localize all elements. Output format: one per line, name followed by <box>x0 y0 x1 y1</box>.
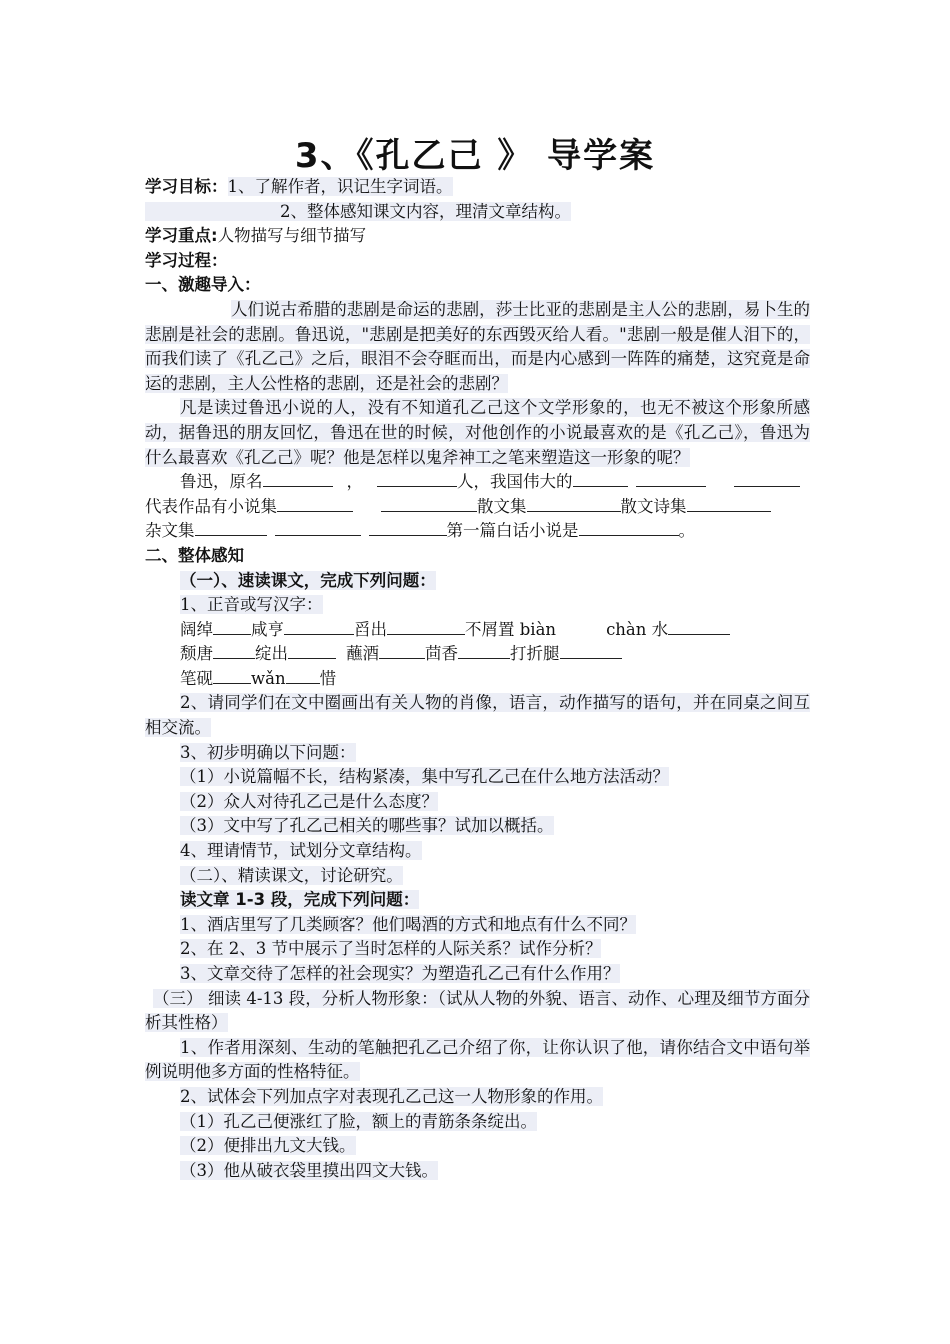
subsection-2-title: （二）、精读课文，讨论研究。 <box>180 865 403 885</box>
objective-2: 2、整体感知课文内容，理清文章结构。 <box>145 202 571 221</box>
blank-underline[interactable] <box>213 642 255 659</box>
fill-text: 散文集 <box>477 496 527 516</box>
blank-underline[interactable] <box>560 642 622 659</box>
word: 颓唐 <box>180 644 213 664</box>
subsection-2-bold-line <box>145 888 810 913</box>
blank-underline[interactable] <box>275 519 361 536</box>
process-label: 学习过程： <box>145 250 228 270</box>
objectives-label: 学习目标： <box>145 177 228 196</box>
subsection-1-title: （一）、速读课文，完成下列问题： <box>180 570 436 590</box>
words-row-1 <box>145 618 810 643</box>
word: 绽出 <box>255 644 288 664</box>
subsection-2-instruction: 读文章 1-3 段，完成下列问题： <box>180 890 420 910</box>
word: 咸亨 <box>251 619 284 639</box>
subsection-3-text: （三） 细读 4-13 段，分析人物形象：（试从人物的外貌、语言、动作、心理及细节方面分析其性格） <box>145 988 810 1033</box>
blank-underline[interactable] <box>284 618 354 635</box>
blank-underline[interactable] <box>213 667 251 684</box>
question-text: （1）孔乙己便涨红了脸，额上的青筋条条绽出。 <box>180 1111 537 1131</box>
objective-1: 1、了解作者，识记生字词语。 <box>227 177 453 196</box>
question-text: （3）文中写了孔乙己相关的哪些事？试加以概括。 <box>180 816 554 836</box>
study-question-2-2 <box>145 1134 810 1159</box>
question-text: （1）小说篇幅不长，结构紧凑，集中写孔乙己在什么地方法活动？ <box>180 767 669 787</box>
fill-text: 。 <box>678 521 695 541</box>
fill-text: 散文诗集 <box>620 496 687 516</box>
question-3 <box>145 741 810 766</box>
question-text: 4、理请情节，试划分文章结构。 <box>180 841 422 861</box>
read-question-3 <box>145 962 810 987</box>
blank-underline[interactable] <box>377 470 457 487</box>
read-question-2 <box>145 937 810 962</box>
lu-xun-paragraph-text: 凡是读过鲁迅小说的人，没有不知道孔乙己这个文学形象的，也无不被这个形象所感动，据鲁迅的朋友回忆，鲁迅在世的时候，对他创作的小说最喜欢的是《孔乙己》，鲁迅为什么最喜欢《孔乙己》呢？他是怎样以鬼斧神工之笔来塑造这一形象的呢？ <box>145 398 810 467</box>
blank-underline[interactable] <box>286 667 320 684</box>
question-2 <box>145 691 810 740</box>
question-text: （3）他从破衣袋里摸出四文大钱。 <box>180 1160 438 1180</box>
blank-underline[interactable] <box>668 618 730 635</box>
blank-underline[interactable] <box>379 642 425 659</box>
blank-underline[interactable] <box>195 519 267 536</box>
question-text: 2、试体会下列加点字对表现孔乙己这一人物形象的作用。 <box>180 1086 603 1106</box>
question-text: 1、正音或写汉字： <box>180 595 323 615</box>
question-text: （2）便排出九文大钱。 <box>180 1136 356 1156</box>
word: 笔砚 <box>180 668 213 688</box>
word: wǎn <box>251 668 286 688</box>
subsection-2-line <box>145 864 810 889</box>
question-3-3 <box>145 814 810 839</box>
blank-underline[interactable] <box>387 618 465 635</box>
section1-paragraph-1 <box>145 298 810 396</box>
fill-line-1 <box>145 470 810 495</box>
blank-underline[interactable] <box>579 519 679 536</box>
blank-underline[interactable] <box>369 519 447 536</box>
subsection-3 <box>145 987 810 1036</box>
section1-heading: 一、激趣导入： <box>145 275 261 295</box>
word: 不屑置 biàn <box>465 619 557 639</box>
fill-text: 杂文集 <box>145 521 195 541</box>
words-row-3 <box>145 667 810 692</box>
question-text: 2、在 2、3 节中展示了当时怎样的人际关系？试作分析？ <box>180 939 602 959</box>
question-text: 1、酒店里写了几类顾客？他们喝酒的方式和地点有什么不同？ <box>180 914 636 934</box>
words-row-2 <box>145 642 810 667</box>
question-text: 1、作者用深刻、生动的笔触把孔乙己介绍了你，让你认识了他，请你结合文中语句举例说明他多方面的性格特征。 <box>145 1037 810 1082</box>
question-1 <box>145 593 810 618</box>
word: 舀出 <box>354 619 387 639</box>
word: 蘸酒 <box>346 644 379 664</box>
fill-text: 人，我国伟大的 <box>457 472 573 492</box>
focus-text: 人物描写与细节描写 <box>217 226 367 246</box>
word: 茴香 <box>425 644 458 664</box>
blank-underline[interactable] <box>381 495 477 512</box>
blank-underline[interactable] <box>527 495 621 512</box>
blank-underline[interactable] <box>734 470 800 487</box>
word: 阔绰 <box>180 619 213 639</box>
document-title: 3、《孔乙己 》 导学案 <box>294 136 656 176</box>
subsection-1-line <box>145 569 810 594</box>
word: 打折腿 <box>510 644 560 664</box>
objectives-line-1 <box>145 175 810 200</box>
focus-line <box>145 224 810 249</box>
blank-underline[interactable] <box>636 470 706 487</box>
blank-underline[interactable] <box>687 495 771 512</box>
fill-text: ， <box>346 472 363 492</box>
question-text: （2）众人对待孔乙己是什么态度？ <box>180 791 438 811</box>
question-4 <box>145 839 810 864</box>
objectives-line-2 <box>145 200 810 225</box>
section2-heading: 二、整体感知 <box>145 545 244 565</box>
document-body <box>145 175 810 1183</box>
study-question-1 <box>145 1036 810 1085</box>
word: chàn 水 <box>606 619 669 639</box>
blank-underline[interactable] <box>213 618 251 635</box>
blank-underline[interactable] <box>263 470 333 487</box>
question-text: 2、请同学们在文中圈画出有关人物的肖像，语言，动作描写的语句，并在同桌之间互相交流。 <box>145 693 810 738</box>
blank-underline[interactable] <box>458 642 510 659</box>
question-text: 3、文章交待了怎样的社会现实？为塑造孔乙己有什么作用？ <box>180 964 620 983</box>
blank-underline[interactable] <box>573 470 628 487</box>
word: 惜 <box>319 668 337 688</box>
question-3-1 <box>145 765 810 790</box>
intro-paragraph-text: 人们说古希腊的悲剧是命运的悲剧，莎士比亚的悲剧是主人公的悲剧，易卜生的悲剧是社会的悲剧。鲁迅说，"悲剧是把美好的东西毁灭给人看。"悲剧一般是催人泪下的，而我们读了《孔乙己》之后，眼泪不会夺眶而出，而是内心感到一阵阵的痛楚，这究竟是命运的悲剧，主人公性格的悲剧，还是社会的悲剧？ <box>145 299 810 393</box>
fill-text: 鲁迅，原名 <box>180 472 263 492</box>
blank-underline[interactable] <box>288 642 336 659</box>
study-question-2 <box>145 1085 810 1110</box>
blank-underline[interactable] <box>277 495 353 512</box>
question-3-2 <box>145 790 810 815</box>
study-question-2-1 <box>145 1110 810 1135</box>
fill-line-2 <box>145 495 810 520</box>
section1-paragraph-2 <box>145 396 810 470</box>
study-question-2-3 <box>145 1159 810 1184</box>
fill-text: 第一篇白话小说是 <box>446 521 579 541</box>
fill-text: 代表作品有小说集 <box>145 496 277 516</box>
question-text: 3、初步明确以下问题： <box>180 742 356 762</box>
fill-line-3 <box>145 519 810 544</box>
focus-label: 学习重点: <box>145 226 218 246</box>
read-question-1 <box>145 913 810 938</box>
